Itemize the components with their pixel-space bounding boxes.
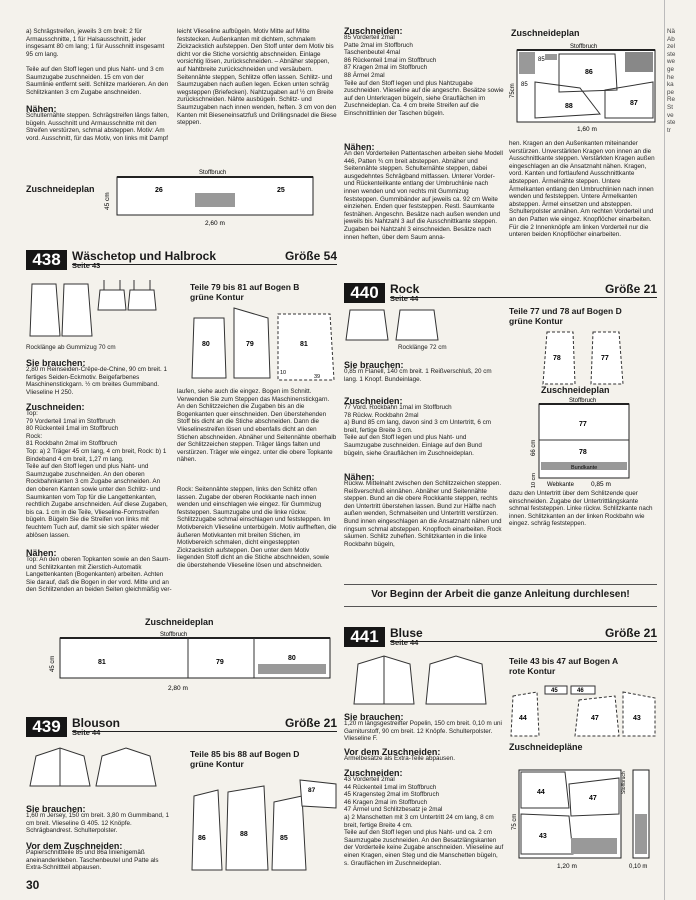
plan441-piece-43: 43: [539, 833, 547, 840]
model-441-kontur: Teile 43 bis 47 auf Bogen A rote Kontur: [509, 656, 619, 676]
plan438-height: 45 cm: [50, 655, 56, 672]
model-440-kontur: Teile 77 und 78 auf Bogen D grüne Kontur: [509, 306, 622, 326]
plan438-piece-79: 79: [216, 659, 224, 666]
col3-zu-text: 85 Vorderteil 2mal Patte 2mal im Stoffbruch Taschenbeutel 4mal 86 Rückenteil 1mal im Stoffbruch 87 Kragen 2mal im Stoffbruch 88 Ärmel 2mal Teile auf den Stoff legen und plus Nahtzugabe zuschneiden. Vlieseline auf die angeschn. Besätze sowie auf den Unterkragen bügeln, siehe Grauflächen im Zuschneideplan. Ca. 4 cm breite Streifen auf die Einschnittlinien der Taschen bügeln.: [344, 34, 504, 117]
plan441-small-width: 0,10 m: [629, 864, 648, 870]
plan439-piece-86: 86: [585, 69, 593, 76]
model-439-piece-85: 85: [280, 835, 288, 842]
plan441-diagram: [509, 754, 659, 874]
model-438-caption: Rocklänge ab Gummizug 70 cm: [26, 344, 116, 351]
model-438-sketch: [26, 276, 171, 344]
model-439-vor-title: Vor dem Zuschneiden:: [26, 841, 123, 851]
model-440-piece-77: 77: [601, 355, 609, 362]
model-438-number: 438: [26, 250, 67, 270]
model-438-zu-text: Top: 79 Vorderteil 1mal im Stoffbruch 80 Rückenteil 1mal im Stoffbruch Rock: 81 Rockbahn 2mal im Stoffbruch Top: a) 2 Träger 45 cm lang, 4 cm breit, Rock: b) 1 Bindeband 4 cm breit, 1,27 m lang. Teile auf den Stoff legen und plus Naht- und Saumzugabe zuschneiden. An den oberen Rockbahnkanten 3 cm Zugabe anschneiden. An den oberen Kanten sowie unter den Schlitz- und Saumkanten vom Top für die Langettenkanten, rechtlich Zugabe anschneiden. Auf diese Zugaben, bis ca. 1 cm in die Teile, Vlieseline-Formstreifen bügeln. Bügeln Sie die Streifen von links mit feuchtem Tuch auf, damit sie sich später wieder ablösen lassen.: [26, 410, 168, 539]
model-441-piece-47: 47: [591, 715, 599, 722]
model-440-page: Seite 44: [390, 294, 419, 303]
model-439-sketch: [26, 742, 171, 800]
model-439-size: Größe 21: [284, 716, 337, 730]
model-440-naehen-text: Rückw. Mittelnaht zwischen den Schlitzzeichen steppen. Reißverschluß einnähen. Abnäher und Seitennähte steppen. Bund an die obere Rockkante steppen, rechts den Untertritt überstehen lassen. Bund zur Hälfte nach außen wenden, Schmalseiten und Untertritt verstürzen. Bund innen eingeschlagen an die Ansatznaht nähen und ringsum schmal absteppen. Knopfloch einarbeiten. Rock säumen. Schlitz zuheften. Schlitzkanten in die linke Rockbahn bügeln,: [344, 480, 502, 548]
plan439-height: 75cm: [510, 83, 516, 98]
model-438-piece-80: 80: [202, 341, 210, 348]
model-441-zu-title: Zuschneiden:: [344, 768, 403, 778]
edge-bleed-text: Nä Ab zel ste we ge he ka pe Re St ve ste tr: [667, 28, 676, 134]
model-441-vor-title: Vor dem Zuschneiden:: [344, 747, 441, 757]
model-438-page: Seite 43: [72, 261, 101, 270]
plan440-diagram: [509, 396, 659, 490]
model-441-piece-43: 43: [633, 715, 641, 722]
model-438-num-39: 39: [314, 374, 321, 380]
col3-zu-title: Zuschneiden:: [344, 26, 403, 36]
model-438-naehen-title: Nähen:: [26, 548, 57, 558]
model-441-size: Größe 21: [604, 626, 657, 640]
page-number: 30: [26, 878, 40, 892]
plan437-piece-25: 25: [277, 187, 285, 194]
model-439-brauchen-text: 1,60 m Jersey, 150 cm breit. 3,80 m Gummiband, 1 cm breit. Vlieseline G 405. 12 Knöpfe. Schrägbandrest. Schulterpolster.: [26, 812, 170, 835]
model-440-caption: Rocklänge 72 cm: [398, 344, 447, 351]
model-439-brauchen-title: Sie brauchen:: [26, 804, 86, 814]
model-438-brauchen-title: Sie brauchen:: [26, 358, 86, 368]
plan439-piece-87: 87: [630, 100, 638, 107]
model-441-page: Seite 44: [390, 638, 419, 647]
plan439-diagram: [505, 42, 660, 134]
model-441-sketch: [344, 652, 500, 708]
model-441-pattern-diagram: [509, 682, 659, 738]
model-439-name: Blouson: [72, 716, 120, 730]
plan437-diagram: [95, 165, 330, 227]
plan440-width: 0,85 m: [591, 481, 611, 488]
plan437-height: 45 cm: [104, 192, 111, 210]
model-441-header: [344, 627, 657, 647]
model-441-number: 441: [344, 627, 385, 647]
model-438-pattern-diagram: [190, 304, 338, 386]
plan441-stoffbruch: Stoffbruch: [621, 771, 627, 794]
model-441-name: Bluse: [390, 626, 423, 640]
model-439-vor-text: Papierschnittteile 85 und 86a linienigemäß aneinanderkleben. Taschenbeutel und Patte als Extra-Schnittteil abpausen.: [26, 849, 159, 872]
plan439-piece-88: 88: [565, 103, 573, 110]
model-441-vor-text: Ärmelbesätze als Extra-Teile abpausen.: [344, 755, 455, 762]
model-441-piece-46: 46: [577, 688, 584, 694]
gutter-rule: [664, 0, 665, 900]
plan439-title: Zuschneideplan: [511, 28, 580, 38]
plan440-side: 10 cm: [531, 473, 537, 488]
model-441-zu-text: 43 Vorderteil 2mal 44 Rückenteil 1mal im Stoffbruch 45 Kragensteg 2mal im Stoffbruch 46 Kragen 2mal im Stoffbruch 47 Ärmel und Schlitzbesatz je 2mal a) 2 Manschetten mit 3 cm Untertritt 24 cm lang, 8 cm breit, fertige Breite 4 cm. Teile auf den Stoff legen und plus Naht- und ca. 2 cm Saumzugabe zuschneiden. An den Besatzlängskanten der Vorderteile keine Zugabe anschneiden. Vlieseline auf einen Kragen, einen Steg und die Manschetten bügeln, s. Grauflächen im Zuschneideplan.: [344, 776, 504, 867]
plan440-title: Zuschneideplan: [541, 385, 610, 395]
col1-naehen-title: Nähen:: [26, 104, 57, 114]
plan440-webkante: Webkante: [547, 482, 574, 488]
col1-top-text: a) Schrägstreifen, jeweils 3 cm breit: 2 für Armausschnitte, 1 für Halsausschnitt, jeder insgesamt 80 cm lang; 1 für Ausschnitt insgesamt 95 cm lang. Teile auf den Stoff legen und plus Naht- und 3 cm Saumzugabe zuschneiden. 15 cm von der Saumlinie entfernt seitl. Schlitze markieren. An den Schlitzkanten 3 cm Zugabe anschneiden.: [26, 28, 169, 96]
model-441-piece-44: 44: [519, 715, 527, 722]
col2-top-text: leicht Vlieseline aufbügeln. Motiv Mitte auf Mitte feststecken. Außenkanten mit dichtem, schmalem Zickzackstich aufsteppen. Den Stoff unter dem Motiv bis dicht vor die Stiche vorsichtig abschneiden. Einlage vorsichtig lösen, zurückschneiden. – Abnäher steppen, auf Nahtbreite zurückschneiden und versäubern. Seitennähte steppen, Schlitze offen lassen. Schlitz- und Saumzugaben nach außen legen. Ecken unten schräg wegsteppen (Briefecken). Nahtzugaben auf ½ cm Breite zurückschneiden. Nähte ausbügeln. Schlitz- und Saumzugaben nach innen wenden, heften. 3 cm von den Kanten mit Bieseneinsatzfuß und Drillingsnadel die Biese steppen.: [177, 28, 337, 127]
model-440-name: Rock: [390, 282, 420, 296]
model-439-piece-88: 88: [240, 831, 248, 838]
plan441-title: Zuschneidepläne: [509, 742, 583, 752]
model-440-brauchen-title: Sie brauchen:: [344, 360, 404, 370]
plan441-width: 1,20 m: [557, 863, 577, 870]
model-441-brauchen-text: 1,20 m längsgestreifter Popelin, 150 cm breit. 0,10 m uni Garniturstoff, 90 cm breit. 12 Knöpfe. Schulterpolster. Vlieseline F.: [344, 720, 502, 743]
model-440-zu-text: 77 Vord. Rockbahn 1mal im Stoffbruch 78 Rückw. Rockbahn 2mal a) Bund 85 cm lang, davon sind 3 cm Untertritt, 6 cm breit, fertige Breite 3 cm. Teile auf den Stoff legen und plus Naht- und Saumzugabe zuschneiden. Einlage auf den Bund bügeln, siehe Grauflächen im Zuschneideplan.: [344, 404, 491, 457]
model-440-size: Größe 21: [604, 282, 657, 296]
plan439-piece-85b: 85: [521, 82, 528, 88]
model-439-piece-87: 87: [308, 787, 316, 794]
model-438-rock-text: Rock: Seitennähte steppen, links den Schlitz offen lassen. Zugabe der oberen Rockkante nach innen wenden und einschlagen wie eingez. für Gummizug feststeppen. Saumzugabe und die linke rückw. Schlitzzugabe schmal einschlagen und feststeppen. Im Motivbereich Vlieseline unterbügeln. Motiv auffheften, die äußeren Motivkanten mit breiten Stichen, im Motivbereich schmalen, dicht eingesteppten Zickzackstich aufsteppen. Den unter dem Motiv liegenden Stoff dicht an die Stiche abschneiden, sowie die überstehende Vlieseline lösen und abschneiden.: [177, 486, 337, 569]
model-439-page: Seite 44: [72, 728, 101, 737]
model-438-piece-81: 81: [300, 341, 308, 348]
model-438-brauchen-text: 2,80 m Reinseiden-Crêpe-de-Chine, 90 cm breit. 1 fertiges Seiden-Eckmotiv. Beigefarbenes Maschinenstickgarn. ½ cm breites Gummiband. Vlieseline H 250.: [26, 366, 168, 396]
model-438-kontur: Teile 79 bis 81 auf Bogen B grüne Kontur: [190, 282, 300, 302]
model-438-size: Größe 54: [284, 249, 337, 263]
model-438-piece-79: 79: [246, 341, 254, 348]
model-439-pattern-diagram: [190, 776, 338, 876]
plan441-piece-44: 44: [537, 789, 545, 796]
model-438-name: Wäschetop und Halbrock: [72, 249, 217, 263]
instruction-banner: Vor Beginn der Arbeit die ganze Anleitung durchlesen!: [371, 589, 630, 600]
plan437-stoffbruch: Stoffbruch: [199, 170, 227, 176]
model-438-num-10: 10: [280, 370, 287, 376]
model-440-pattern-diagram: [509, 330, 659, 386]
plan439-stoffbruch: Stoffbruch: [570, 44, 598, 50]
col1-naehen-text: Schulternähte steppen. Schrägstreifen längs falten, bügeln. Ausschnitt und Armausschnitte mit den Streifen verstürzen, schmal absteppen. Motiv: Am vord. Ausschnitt, für das Motiv, von links mit Dampf: [26, 112, 169, 142]
model-440-col4-text: dazu den Untertritt über dem Schlitzende quer einschneiden. Zugabe der Untertrittlängskante schmal feststeppen. Linke rückw. Schlitzkante nach innen. Schlitzkanten an der linken Rockbahn wie eingez. schräg feststeppen.: [509, 490, 653, 528]
plan440-height: 66 cm: [531, 439, 537, 456]
plan438-diagram: [40, 628, 340, 694]
plan439-piece-85a: 85: [538, 57, 545, 63]
col3-naehen-title: Nähen:: [344, 142, 375, 152]
plan438-piece-81: 81: [98, 659, 106, 666]
model-440-number: 440: [344, 283, 385, 303]
model-440-sketch: [344, 308, 500, 342]
model-440-header: [344, 283, 657, 303]
col3-naehen-text: An den Vorderteilen Pattentaschen arbeiten siehe Modell 446, Patten ¾ cm breit absteppen. Abnäher und Seitennähte steppen. Schulternähte steppen, dabei ausgedehntes Schrägband mitfassen. Unterer Vorder- und Rückenteilkante entlang der Umbruchlinie nach innen wenden und von rechts mit Gummizug feststeppen. Gummibänder auf jeweils ca. 92 cm Weite einziehen. Enden quer feststeppen. Restl. Saumkante festnähen. Angeschn. Besätze nach außen wenden und jeweils bis Nahtzahl 3 auf die Ausschnittkante steppen. Zugaben bei Nahtzahl 3 einschneiden. Besätze nach innen heften, über dem Saum anna-: [344, 150, 503, 241]
col4-top-text: hen. Kragen an den Außenkanten miteinander verstürzen. Unverstärkten Kragen von innen an die Ausschnittkante steppen. Verstärkten Kragen außen eingeschlagen an die Ansatznaht nähen. Kragen, vord. Kanten und fortlaufend Ausschnittkante absteppen. Ärmelnähte steppen. Untere Ärmelkanten entlang den Umbruchlinien nach innen wenden und feststeppen. Untere Ärmelkanten absteppen. Ärmel einsetzen und absteppen. Schulterpolster annähen. Am rechten Vorderteil und an den Patten wie eingez. Knopflöcher einarbeiten. Für die 2 Innenknöpfe am linken Vorderteil nur die unteren beiden Knopflöcher einarbeiten.: [509, 140, 655, 239]
plan441-height: 75 cm: [512, 813, 518, 830]
plan440-bund: Bundkante: [571, 465, 598, 471]
plan438-width: 2,80 m: [168, 685, 188, 692]
plan437-width: 2,60 m: [205, 220, 225, 227]
plan438-title: Zuschneideplan: [145, 617, 214, 627]
model-439-number: 439: [26, 717, 67, 737]
model-440-piece-78: 78: [553, 355, 561, 362]
model-439-piece-86: 86: [198, 835, 206, 842]
plan437-piece-26: 26: [155, 187, 163, 194]
model-441-brauchen-title: Sie brauchen:: [344, 712, 404, 722]
plan437-title: Zuschneideplan: [26, 184, 95, 194]
plan440-piece-77: 77: [579, 421, 587, 428]
plan441-piece-47: 47: [589, 795, 597, 802]
model-438-zu-title: Zuschneiden:: [26, 402, 85, 412]
model-438-col2-text: laufen, siehe auch die eingez. Bogen im Schnitt. Verwenden Sie zum Steppen das Maschinenstickgarn. An den Schlitzzeichen die Zugaben bis an die Bogenkanten quer einschneiden. Den überstehenden Stoff bis dicht an die Stiche abschneiden. Dann die Vlieselinestreifen lösen und ebenfalls dicht an den Stichen abschneiden. Abnäher und Seitennähte oberhalb der Schlitzzeichen steppen. Träger längs falten und verstürzen. Träger wie eingez. unter die obere Topkante nähen.: [177, 388, 337, 464]
plan438-piece-80: 80: [288, 655, 296, 662]
plan438-stoffbruch: Stoffbruch: [160, 632, 188, 638]
model-440-zu-title: Zuschneiden:: [344, 396, 403, 406]
model-440-brauchen-text: 0,85 m Flanell, 140 cm breit. 1 Reißverschluß, 20 cm lang. 1 Knopf. Bundeinlage.: [344, 368, 492, 383]
plan439-width: 1,60 m: [577, 126, 597, 133]
model-438-header: [26, 250, 337, 270]
model-440-naehen-title: Nähen:: [344, 472, 375, 482]
model-439-kontur: Teile 85 bis 88 auf Bogen D grüne Kontur: [190, 749, 300, 769]
model-438-naehen-text: Top: An den oberen Topkanten sowie an den Saum- und Schlitzkanten mit Zierstich-Automatik Langettenkanten (Bogenkanten) arbeiten. Achten Sie darauf, daß die Bogen in der vord. Mitte und an den Schlitzenden an beiden Seiten gleichmäßig ver-: [26, 556, 172, 594]
plan440-stoffbruch: Stoffbruch: [569, 398, 597, 404]
plan440-piece-78: 78: [579, 449, 587, 456]
model-439-header: [26, 717, 337, 737]
model-441-piece-45: 45: [551, 688, 558, 694]
